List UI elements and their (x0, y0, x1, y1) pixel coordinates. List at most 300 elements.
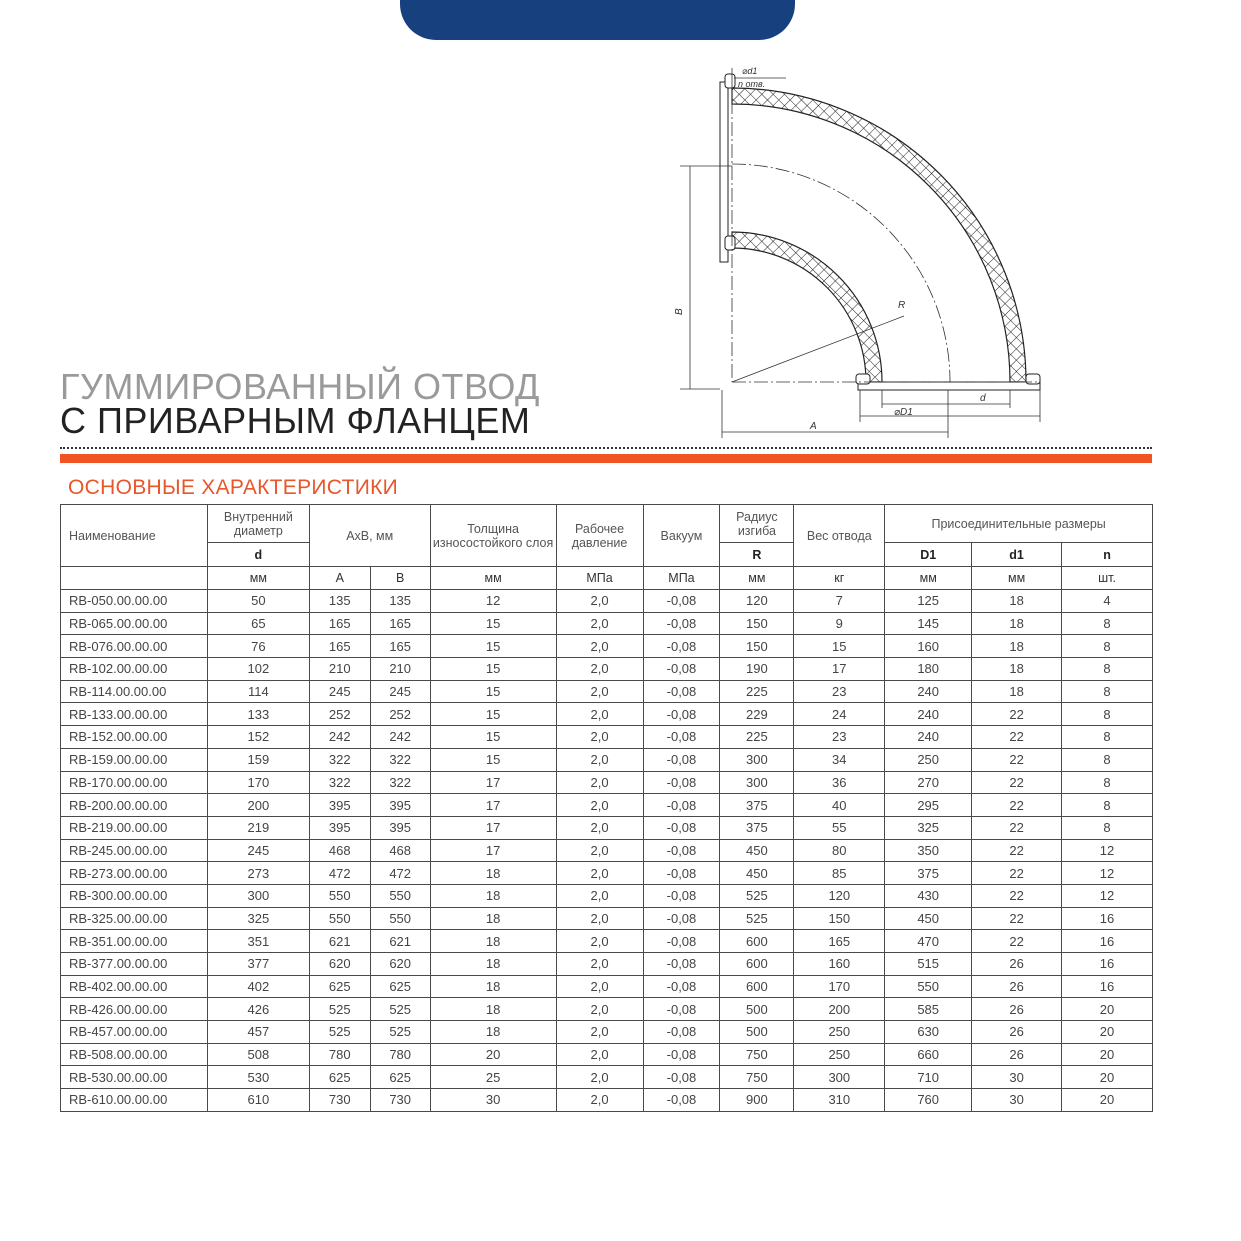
cell-d1: 22 (972, 862, 1062, 885)
cell-thickness: 17 (430, 816, 556, 839)
cell-a: 525 (309, 1021, 370, 1044)
cell-n: 8 (1062, 680, 1153, 703)
cell-d: 170 (207, 771, 309, 794)
cell-vacuum: -0,08 (643, 612, 720, 635)
unit-d1: мм (972, 567, 1062, 590)
cell-n: 20 (1062, 1089, 1153, 1112)
cell-r: 375 (720, 794, 794, 817)
cell-vacuum: -0,08 (643, 1043, 720, 1066)
cell-d: 610 (207, 1089, 309, 1112)
specifications-table (60, 504, 1153, 1112)
cell-d1: 18 (972, 658, 1062, 681)
header-weight: Вес отвода (794, 505, 885, 567)
d-label: d (980, 393, 986, 404)
table-row (61, 658, 1153, 681)
cell-pressure: 2,0 (556, 930, 643, 953)
cell-pressure: 2,0 (556, 590, 643, 613)
cell-a: 550 (309, 884, 370, 907)
table-row (61, 998, 1153, 1021)
cell-name: RB-219.00.00.00 (61, 816, 208, 839)
cell-d1: 18 (972, 590, 1062, 613)
cell-pressure: 2,0 (556, 680, 643, 703)
unit-d1-outer: мм (885, 567, 972, 590)
cell-vacuum: -0,08 (643, 1089, 720, 1112)
cell-name: RB-426.00.00.00 (61, 998, 208, 1021)
cell-name: RB-351.00.00.00 (61, 930, 208, 953)
header-name: Наименование (61, 505, 208, 567)
cell-name: RB-610.00.00.00 (61, 1089, 208, 1112)
table-row (61, 794, 1153, 817)
cell-a: 395 (309, 816, 370, 839)
table-row (61, 680, 1153, 703)
table-row (61, 930, 1153, 953)
table-row (61, 884, 1153, 907)
cell-a: 252 (309, 703, 370, 726)
cell-b: 525 (370, 998, 430, 1021)
elbow-technical-drawing (660, 60, 1080, 440)
cell-name: RB-325.00.00.00 (61, 907, 208, 930)
inner-wall (732, 232, 882, 382)
cell-weight: 200 (794, 998, 885, 1021)
cell-d1: 18 (972, 635, 1062, 658)
cell-r: 120 (720, 590, 794, 613)
cell-name: RB-065.00.00.00 (61, 612, 208, 635)
table-row (61, 975, 1153, 998)
cell-vacuum: -0,08 (643, 590, 720, 613)
cell-n: 8 (1062, 771, 1153, 794)
cell-thickness: 18 (430, 907, 556, 930)
cell-n: 4 (1062, 590, 1153, 613)
cell-n: 16 (1062, 953, 1153, 976)
cell-d1-outer: 585 (885, 998, 972, 1021)
cell-b: 252 (370, 703, 430, 726)
cell-r: 900 (720, 1089, 794, 1112)
cell-a: 621 (309, 930, 370, 953)
unit-b: В (370, 567, 430, 590)
cell-n: 12 (1062, 862, 1153, 885)
unit-r: мм (720, 567, 794, 590)
unit-weight: кг (794, 567, 885, 590)
cell-d1-outer: 180 (885, 658, 972, 681)
cell-d: 377 (207, 953, 309, 976)
cell-pressure: 2,0 (556, 1066, 643, 1089)
n-holes-label: n отв. (738, 79, 766, 89)
unit-a: А (309, 567, 370, 590)
cell-name: RB-457.00.00.00 (61, 1021, 208, 1044)
table-row (61, 590, 1153, 613)
accent-bar (60, 454, 1152, 463)
cell-d1: 18 (972, 612, 1062, 635)
cell-d: 159 (207, 748, 309, 771)
cell-weight: 17 (794, 658, 885, 681)
cell-d1-outer: 325 (885, 816, 972, 839)
cell-thickness: 17 (430, 771, 556, 794)
cell-vacuum: -0,08 (643, 635, 720, 658)
cell-d: 457 (207, 1021, 309, 1044)
unit-d: мм (207, 567, 309, 590)
cell-pressure: 2,0 (556, 726, 643, 749)
symbol-d: d (207, 543, 309, 567)
header-radius: Радиус изгиба (720, 505, 794, 543)
cell-n: 8 (1062, 635, 1153, 658)
cell-r: 450 (720, 839, 794, 862)
table-row (61, 862, 1153, 885)
cell-thickness: 17 (430, 794, 556, 817)
cell-r: 190 (720, 658, 794, 681)
cell-a: 472 (309, 862, 370, 885)
cell-d1: 26 (972, 1043, 1062, 1066)
cell-b: 621 (370, 930, 430, 953)
cell-weight: 36 (794, 771, 885, 794)
cell-r: 525 (720, 907, 794, 930)
cell-d: 76 (207, 635, 309, 658)
cell-thickness: 18 (430, 1021, 556, 1044)
cell-name: RB-076.00.00.00 (61, 635, 208, 658)
symbol-d1-outer: D1 (885, 543, 972, 567)
symbol-n: n (1062, 543, 1153, 567)
cell-weight: 15 (794, 635, 885, 658)
cell-d1-outer: 350 (885, 839, 972, 862)
cell-r: 225 (720, 680, 794, 703)
cell-vacuum: -0,08 (643, 1066, 720, 1089)
cell-d: 273 (207, 862, 309, 885)
cell-d: 102 (207, 658, 309, 681)
cell-thickness: 18 (430, 930, 556, 953)
unit-pressure: МПа (556, 567, 643, 590)
cell-vacuum: -0,08 (643, 794, 720, 817)
cell-b: 165 (370, 612, 430, 635)
cell-a: 210 (309, 658, 370, 681)
cell-vacuum: -0,08 (643, 907, 720, 930)
cell-d1-outer: 660 (885, 1043, 972, 1066)
section-title: ОСНОВНЫЕ ХАРАКТЕРИСТИКИ (68, 476, 399, 499)
cell-d1: 26 (972, 975, 1062, 998)
cell-name: RB-050.00.00.00 (61, 590, 208, 613)
cell-d1-outer: 760 (885, 1089, 972, 1112)
cell-d1-outer: 470 (885, 930, 972, 953)
table-row (61, 703, 1153, 726)
symbol-r: R (720, 543, 794, 567)
cell-r: 375 (720, 816, 794, 839)
cell-name: RB-114.00.00.00 (61, 680, 208, 703)
header-inner-diameter: Внутренний диаметр (207, 505, 309, 543)
cell-weight: 170 (794, 975, 885, 998)
cell-a: 525 (309, 998, 370, 1021)
cell-vacuum: -0,08 (643, 726, 720, 749)
cell-thickness: 18 (430, 998, 556, 1021)
cell-d1: 18 (972, 680, 1062, 703)
cell-d1: 22 (972, 816, 1062, 839)
cell-pressure: 2,0 (556, 703, 643, 726)
cell-r: 600 (720, 975, 794, 998)
cell-weight: 9 (794, 612, 885, 635)
cell-pressure: 2,0 (556, 884, 643, 907)
cell-thickness: 18 (430, 862, 556, 885)
cell-n: 16 (1062, 975, 1153, 998)
cell-b: 210 (370, 658, 430, 681)
cell-vacuum: -0,08 (643, 862, 720, 885)
cell-d1-outer: 240 (885, 680, 972, 703)
title-line-2: С ПРИВАРНЫМ ФЛАНЦЕМ (60, 400, 531, 441)
cell-r: 450 (720, 862, 794, 885)
cell-pressure: 2,0 (556, 1043, 643, 1066)
cell-vacuum: -0,08 (643, 839, 720, 862)
table-row (61, 907, 1153, 930)
cell-pressure: 2,0 (556, 975, 643, 998)
cell-weight: 300 (794, 1066, 885, 1089)
cell-b: 322 (370, 771, 430, 794)
cell-name: RB-200.00.00.00 (61, 794, 208, 817)
cell-thickness: 17 (430, 839, 556, 862)
cell-d1-outer: 270 (885, 771, 972, 794)
cell-thickness: 18 (430, 884, 556, 907)
cell-vacuum: -0,08 (643, 658, 720, 681)
cell-a: 625 (309, 975, 370, 998)
cell-vacuum: -0,08 (643, 975, 720, 998)
cell-weight: 23 (794, 726, 885, 749)
cell-r: 225 (720, 726, 794, 749)
cell-pressure: 2,0 (556, 612, 643, 635)
cell-d1: 22 (972, 884, 1062, 907)
cell-r: 500 (720, 998, 794, 1021)
cell-weight: 250 (794, 1043, 885, 1066)
table-row (61, 1043, 1153, 1066)
cell-pressure: 2,0 (556, 771, 643, 794)
cell-vacuum: -0,08 (643, 1021, 720, 1044)
cell-b: 395 (370, 816, 430, 839)
cell-r: 300 (720, 748, 794, 771)
cell-name: RB-377.00.00.00 (61, 953, 208, 976)
cell-r: 600 (720, 930, 794, 953)
cell-weight: 23 (794, 680, 885, 703)
cell-r: 525 (720, 884, 794, 907)
cell-d1-outer: 375 (885, 862, 972, 885)
cell-d1: 22 (972, 703, 1062, 726)
cell-weight: 7 (794, 590, 885, 613)
dotted-divider (60, 447, 1152, 449)
cell-thickness: 15 (430, 703, 556, 726)
unit-name-empty (61, 567, 208, 590)
cell-b: 165 (370, 635, 430, 658)
cell-d1: 22 (972, 794, 1062, 817)
header-connection: Присоединительные размеры (885, 505, 1153, 543)
title-line-1: ГУММИРОВАННЫЙ ОТВОД (60, 366, 540, 407)
cell-r: 750 (720, 1043, 794, 1066)
cell-d1-outer: 550 (885, 975, 972, 998)
cell-a: 322 (309, 748, 370, 771)
cell-pressure: 2,0 (556, 1089, 643, 1112)
table-row (61, 1066, 1153, 1089)
table-row (61, 1089, 1153, 1112)
cell-n: 12 (1062, 839, 1153, 862)
cell-n: 8 (1062, 794, 1153, 817)
cell-vacuum: -0,08 (643, 816, 720, 839)
cell-d1: 26 (972, 998, 1062, 1021)
cell-b: 730 (370, 1089, 430, 1112)
unit-thickness: мм (430, 567, 556, 590)
d1-label: ⌀d1 (742, 66, 758, 76)
r-label: R (898, 300, 906, 311)
cell-pressure: 2,0 (556, 907, 643, 930)
cell-weight: 34 (794, 748, 885, 771)
cell-pressure: 2,0 (556, 839, 643, 862)
cell-pressure: 2,0 (556, 998, 643, 1021)
cell-weight: 55 (794, 816, 885, 839)
cell-vacuum: -0,08 (643, 748, 720, 771)
header-axb: АхВ, мм (309, 505, 430, 567)
table-row (61, 726, 1153, 749)
cell-name: RB-102.00.00.00 (61, 658, 208, 681)
cell-d1-outer: 125 (885, 590, 972, 613)
cell-d1-outer: 295 (885, 794, 972, 817)
cell-pressure: 2,0 (556, 748, 643, 771)
cell-r: 750 (720, 1066, 794, 1089)
cell-d: 325 (207, 907, 309, 930)
cell-thickness: 15 (430, 612, 556, 635)
header-vacuum: Вакуум (643, 505, 720, 567)
page-title (60, 366, 540, 441)
cell-d1: 22 (972, 907, 1062, 930)
cell-d1: 26 (972, 953, 1062, 976)
cell-a: 625 (309, 1066, 370, 1089)
cell-n: 8 (1062, 816, 1153, 839)
cell-d: 152 (207, 726, 309, 749)
cell-d: 245 (207, 839, 309, 862)
cell-r: 150 (720, 635, 794, 658)
cell-vacuum: -0,08 (643, 884, 720, 907)
cell-weight: 80 (794, 839, 885, 862)
cell-weight: 120 (794, 884, 885, 907)
cell-vacuum: -0,08 (643, 771, 720, 794)
cell-a: 322 (309, 771, 370, 794)
cell-name: RB-133.00.00.00 (61, 703, 208, 726)
cell-r: 500 (720, 1021, 794, 1044)
cell-b: 625 (370, 975, 430, 998)
cell-r: 600 (720, 953, 794, 976)
table-row (61, 771, 1153, 794)
cell-name: RB-170.00.00.00 (61, 771, 208, 794)
cell-a: 135 (309, 590, 370, 613)
cell-vacuum: -0,08 (643, 998, 720, 1021)
cell-d: 530 (207, 1066, 309, 1089)
cell-a: 550 (309, 907, 370, 930)
cell-d1-outer: 160 (885, 635, 972, 658)
cell-name: RB-300.00.00.00 (61, 884, 208, 907)
cell-d: 219 (207, 816, 309, 839)
cell-d1: 22 (972, 748, 1062, 771)
cell-d: 200 (207, 794, 309, 817)
cell-n: 20 (1062, 998, 1153, 1021)
cell-b: 550 (370, 907, 430, 930)
cell-thickness: 25 (430, 1066, 556, 1089)
cell-pressure: 2,0 (556, 1021, 643, 1044)
cell-d1: 22 (972, 771, 1062, 794)
cell-pressure: 2,0 (556, 953, 643, 976)
table-row (61, 748, 1153, 771)
cell-d1-outer: 240 (885, 703, 972, 726)
symbol-d1: d1 (972, 543, 1062, 567)
cell-pressure: 2,0 (556, 794, 643, 817)
cell-d1-outer: 630 (885, 1021, 972, 1044)
cell-thickness: 12 (430, 590, 556, 613)
cell-r: 300 (720, 771, 794, 794)
cell-d1: 26 (972, 1021, 1062, 1044)
cell-d1-outer: 710 (885, 1066, 972, 1089)
cell-weight: 160 (794, 953, 885, 976)
table-body (61, 590, 1153, 1112)
cell-a: 395 (309, 794, 370, 817)
cell-b: 468 (370, 839, 430, 862)
cell-name: RB-508.00.00.00 (61, 1043, 208, 1066)
cell-b: 472 (370, 862, 430, 885)
cell-d1: 22 (972, 726, 1062, 749)
a-label: A (810, 421, 817, 432)
cell-a: 245 (309, 680, 370, 703)
cell-n: 20 (1062, 1021, 1153, 1044)
cell-b: 625 (370, 1066, 430, 1089)
cell-weight: 40 (794, 794, 885, 817)
cell-thickness: 20 (430, 1043, 556, 1066)
table-row (61, 816, 1153, 839)
cell-b: 780 (370, 1043, 430, 1066)
header-tab (400, 0, 795, 40)
cell-d: 50 (207, 590, 309, 613)
cell-d1-outer: 145 (885, 612, 972, 635)
cell-b: 550 (370, 884, 430, 907)
cell-a: 780 (309, 1043, 370, 1066)
cell-thickness: 30 (430, 1089, 556, 1112)
cell-d: 508 (207, 1043, 309, 1066)
cell-pressure: 2,0 (556, 635, 643, 658)
table-row (61, 839, 1153, 862)
b-label: B (674, 308, 685, 315)
cell-d: 402 (207, 975, 309, 998)
cell-a: 730 (309, 1089, 370, 1112)
cell-vacuum: -0,08 (643, 680, 720, 703)
table-row (61, 953, 1153, 976)
cell-weight: 24 (794, 703, 885, 726)
cell-name: RB-402.00.00.00 (61, 975, 208, 998)
cell-n: 8 (1062, 658, 1153, 681)
d1-outer-label: ⌀D1 (894, 407, 913, 418)
cell-vacuum: -0,08 (643, 953, 720, 976)
cell-d1: 30 (972, 1089, 1062, 1112)
cell-d: 426 (207, 998, 309, 1021)
cell-weight: 85 (794, 862, 885, 885)
cell-vacuum: -0,08 (643, 703, 720, 726)
cell-thickness: 18 (430, 953, 556, 976)
cell-d1: 22 (972, 930, 1062, 953)
cell-d1-outer: 430 (885, 884, 972, 907)
cell-weight: 150 (794, 907, 885, 930)
cell-a: 165 (309, 612, 370, 635)
cell-weight: 165 (794, 930, 885, 953)
cell-d: 65 (207, 612, 309, 635)
cell-weight: 250 (794, 1021, 885, 1044)
cell-b: 322 (370, 748, 430, 771)
cell-name: RB-159.00.00.00 (61, 748, 208, 771)
cell-d: 133 (207, 703, 309, 726)
cell-n: 16 (1062, 930, 1153, 953)
table-row (61, 635, 1153, 658)
cell-b: 242 (370, 726, 430, 749)
cell-name: RB-245.00.00.00 (61, 839, 208, 862)
cell-pressure: 2,0 (556, 658, 643, 681)
cell-pressure: 2,0 (556, 862, 643, 885)
cell-thickness: 15 (430, 658, 556, 681)
outer-wall (732, 88, 1026, 382)
unit-n: шт. (1062, 567, 1153, 590)
